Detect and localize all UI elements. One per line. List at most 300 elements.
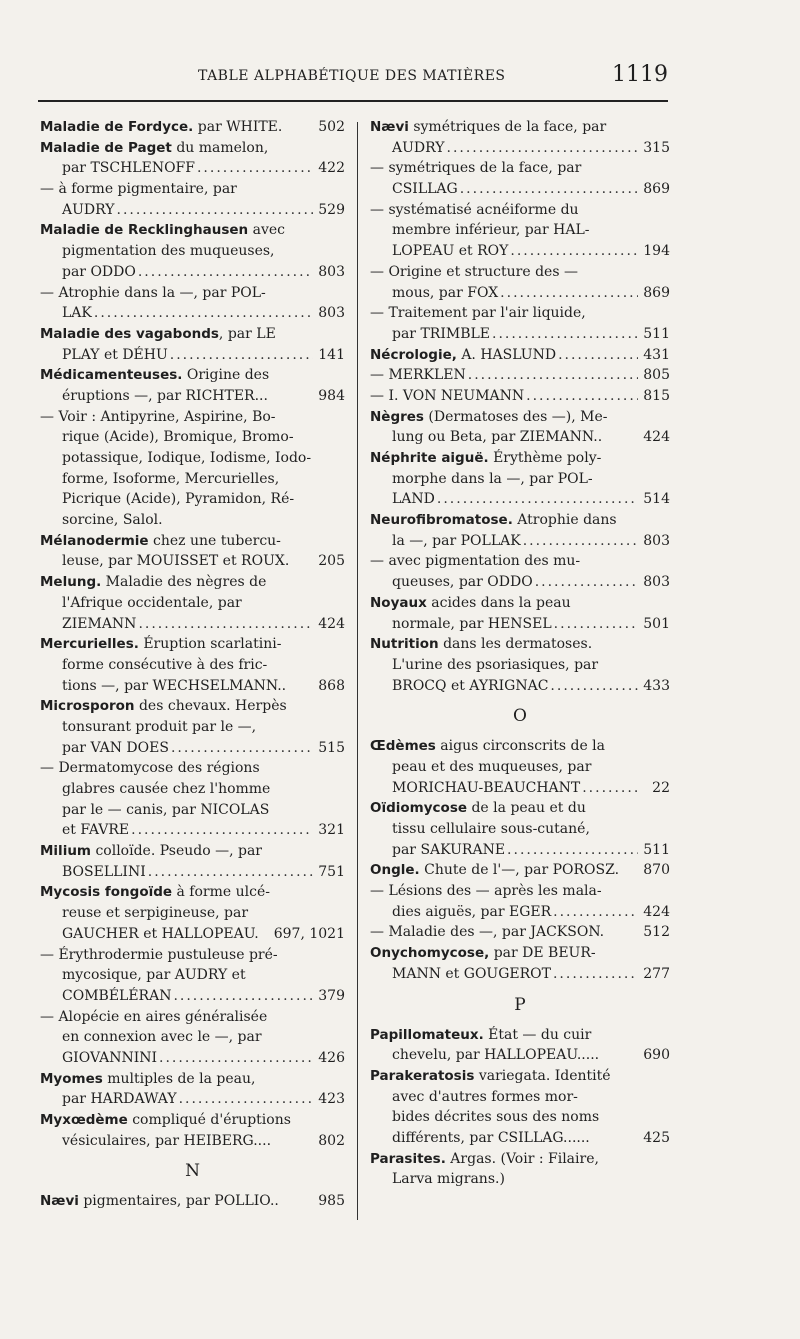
entry-line [370,1149,670,1170]
page-reference: 803 [643,532,670,549]
entry-text [392,1107,599,1128]
index-entry [370,593,670,634]
index-entry [40,1191,345,1212]
entry-line [370,840,670,861]
entry-line [40,965,345,986]
entry-line [40,593,345,614]
entry-body: compliqué d'éruptions [127,1112,291,1128]
entry-text [62,738,169,759]
entry-line [370,448,670,469]
entry-body: par SAKURANE [392,841,506,858]
index-entry [40,1007,345,1069]
entry-body: — Dermatomycose des régions [40,760,260,777]
page-reference: 803 [643,574,670,591]
leader-dots [550,676,638,697]
page-reference: 423 [318,1091,345,1108]
entry-body: du mamelon, [171,139,269,156]
entry-body: bides décrites sous des noms [392,1109,600,1126]
entry-text [40,945,278,966]
leader-dots [460,179,638,200]
entry-headword: Nécrologie, [370,346,457,363]
entry-headword: Microsporon [40,698,135,715]
entry-body: — Alopécie en aires généralisée [40,1008,268,1025]
entry-line [370,1169,670,1190]
entry-body: pigmentaires, par POLLIO.. [78,1193,279,1210]
entry-text [62,593,242,614]
entry-text [62,303,92,324]
entry-line [40,1027,345,1048]
page-reference: 424 [318,615,345,632]
entry-body: — Origine et structure des — [370,263,578,280]
entry-body: glabres causée chez l'homme [62,781,271,797]
leader-dots [500,283,638,304]
entry-line [370,655,670,676]
entry-body: Érythème poly- [488,450,602,466]
entry-text [370,407,607,428]
entry-text [62,200,115,221]
entry-line [370,943,670,964]
page-reference: 321 [318,822,345,839]
leader-dots [582,778,638,799]
leader-dots [131,820,313,841]
page-reference: 431 [643,346,670,363]
index-entry [370,1066,670,1149]
entry-text [370,510,617,531]
leader-dots [535,572,638,593]
entry-line [40,758,345,779]
entry-body: État — du cuir [483,1026,592,1043]
entry-body: forme consécutive à des fric- [62,656,268,673]
entry-text [392,757,591,778]
entry-text [62,800,269,821]
page-reference: 425 [643,1129,670,1146]
entry-line [370,551,670,572]
index-entry [40,1069,345,1110]
entry-body: — à forme pigmentaire, par [40,181,237,198]
entry-line [370,386,670,407]
entry-text [370,1066,611,1087]
entry-line [40,200,345,221]
index-entry [370,407,670,448]
entry-text [40,572,266,593]
leader-dots [170,345,313,366]
entry-line [370,262,670,283]
entry-body: morphe dans la —, par POL- [392,470,593,487]
entry-text [62,862,146,883]
entry-body: Chute de l'—, par POROSZ. [419,862,620,879]
entry-text [392,1045,599,1066]
entry-headword: Onychomycose, [370,945,490,962]
leader-dots [173,986,313,1007]
entry-text [392,676,548,697]
entry-text [392,427,602,448]
index-entry [40,841,345,882]
entry-line [40,138,345,159]
entry-line [40,489,345,510]
entry-body: dans les dermatoses. [438,636,593,653]
page-reference: 502 [318,119,345,135]
entry-text [40,365,269,386]
index-entry [40,220,345,282]
page-reference: 690 [643,1047,670,1064]
entry-line [370,614,670,635]
entry-line [370,324,670,345]
entry-body: reuse et serpigineuse, par [62,905,249,922]
entry-body: mous, par FOX [392,284,499,301]
index-entry [40,696,345,758]
entry-headword: Oïdiomycose [370,800,468,817]
entry-text [40,220,285,241]
entry-text [62,241,275,262]
entry-line [370,1087,670,1108]
entry-line [370,469,670,490]
entry-line [370,881,670,902]
entry-text [392,902,551,923]
index-entry [370,365,670,386]
entry-line [40,1110,345,1131]
entry-body: par le — canis, par NICOLAS [62,801,270,818]
page-reference: 194 [643,243,670,260]
entry-text [40,407,276,428]
entry-line [370,922,670,943]
entry-line [40,303,345,324]
index-entry [40,179,345,220]
entry-headword: Mycosis fongoïde [40,884,173,901]
entry-text [40,1191,279,1212]
page-reference: 870 [643,862,670,879]
entry-body: , par LE [218,325,276,342]
entry-text [392,819,590,840]
entry-body: et FAVRE [62,822,130,839]
entry-line [370,1107,670,1128]
entry-text [392,469,593,490]
entry-body: avec d'autres formes mor- [392,1088,578,1105]
entry-line [40,510,345,531]
entry-line [40,800,345,821]
entry-body: mycosique, par AUDRY et [62,967,246,984]
entry-text [392,572,533,593]
left-column [40,117,345,1212]
entry-line [40,220,345,241]
page-reference: 277 [643,965,670,982]
entry-line [370,676,670,697]
entry-body: multiples de la peau, [102,1070,256,1087]
entry-text [392,964,551,985]
entry-headword: Mélanodermie [40,532,149,549]
entry-line [40,1048,345,1069]
entry-line [40,1069,345,1090]
leader-dots [553,964,638,985]
entry-line [370,158,670,179]
entry-body: différents, par CSILLAG...... [392,1129,590,1146]
entry-body: éruptions —, par RICHTER... [62,387,268,404]
entry-body: rique (Acide), Bromique, Bromo- [62,429,294,446]
entry-line [40,386,345,407]
page-reference: 868 [318,677,345,694]
entry-line [370,489,670,510]
page-reference: 511 [643,841,670,858]
index-entry [370,262,670,303]
entry-body: tissu cellulaire sous-cutané, [392,821,590,837]
entry-line [370,427,670,448]
entry-text [62,427,294,448]
entry-line [40,407,345,428]
entry-body: l'Afrique occidentale, par [62,594,242,611]
entry-line [370,510,670,531]
page-reference: 802 [318,1132,345,1149]
entry-text [370,158,581,179]
right-column [370,117,670,1190]
entry-body: MANN et GOUGEROT [392,965,551,982]
entry-body: peau et des muqueuses, par [392,758,592,775]
entry-line [370,365,670,386]
entry-text [62,779,270,800]
index-entry [370,798,670,860]
leader-dots [148,862,313,883]
entry-line [40,531,345,552]
entry-text [62,1089,177,1110]
entry-line [40,448,345,469]
page-reference: 869 [643,284,670,301]
entry-text [370,634,592,655]
index-entry [370,551,670,592]
entry-headword: Milium [40,843,91,860]
page-reference: 424 [643,903,670,920]
entry-body: — Atrophie dans la —, par POL- [40,284,266,301]
page-reference: 22 [652,779,670,796]
column-divider [357,122,358,1220]
entry-body: Atrophie dans [512,512,617,529]
entry-text [62,262,136,283]
page-reference: 515 [318,739,345,756]
entry-body: Picrique (Acide), Pyramidon, Ré- [62,491,295,508]
entry-text [62,717,256,738]
entry-text [392,1169,505,1190]
entry-body: colloïde. Pseudo —, par [91,843,263,860]
entry-body: tonsurant produit par le —, [62,718,257,735]
index-entry [40,945,345,1007]
entry-line [40,738,345,759]
entry-body: par TRIMBLE [392,325,490,342]
entry-body: lung ou Beta, par ZIEMANN.. [392,429,603,446]
entry-headword: Parasites. [370,1150,446,1167]
entry-text [370,200,579,221]
entry-headword: Ongle. [370,862,420,879]
section-letter: P [514,994,526,1015]
header-rule [38,100,668,102]
entry-text [370,365,466,386]
entry-text [370,860,619,881]
entry-line [370,819,670,840]
entry-line [370,138,670,159]
entry-body: (Dermatoses des —), Me- [423,408,608,425]
leader-dots [171,738,313,759]
entry-text [40,841,262,862]
page-reference: 529 [318,201,345,218]
page-reference: 984 [318,387,345,404]
entry-line [370,1045,670,1066]
entry-line [40,924,345,945]
entry-headword: Melung. [40,574,102,591]
index-entry [370,158,670,199]
entry-text [62,448,311,469]
entry-headword: Médicamenteuses. [40,367,183,384]
entry-line [40,655,345,676]
entry-body: AUDRY [392,139,445,156]
leader-dots [507,840,638,861]
entry-line [40,779,345,800]
entry-text [392,1087,578,1108]
entry-body: en connexion avec le —, par [62,1029,262,1046]
entry-text [392,655,598,676]
entry-text [370,303,586,324]
entry-text [40,758,260,779]
index-entry [40,758,345,841]
entry-line [370,241,670,262]
entry-body: par VAN DOES [62,739,169,756]
entry-line [370,345,670,366]
entry-line [40,345,345,366]
entry-text [62,1048,157,1069]
entry-body: par HARDAWAY [62,1091,177,1108]
page-reference: 424 [643,429,670,446]
entry-headword: Mercurielles. [40,636,139,653]
entry-body: à forme ulcé- [172,884,270,901]
entry-line [40,262,345,283]
index-entry [40,407,345,531]
index-entry [40,324,345,365]
entry-text [40,138,268,159]
index-entry [370,943,670,984]
entry-text [370,1149,599,1170]
index-entry [370,510,670,551]
entry-line [40,696,345,717]
entry-line [370,1128,670,1149]
entry-line [40,614,345,635]
entry-line [40,634,345,655]
entry-text [370,345,556,366]
entry-text [40,1110,291,1131]
entry-headword: Noyaux [370,594,427,611]
page-reference: 422 [318,160,345,177]
page-reference: 205 [318,553,345,570]
entry-text [392,283,498,304]
entry-body: sorcine, Salol. [62,512,163,529]
entry-line [40,862,345,883]
entry-headword: Maladie de Fordyce. [40,119,194,135]
entry-body: de la peau et du [467,800,586,817]
entry-text [40,882,270,903]
page-reference: 803 [318,263,345,280]
entry-line [370,757,670,778]
entry-line [370,1066,670,1087]
entry-line [370,860,670,881]
page-reference: 985 [318,1193,345,1210]
entry-body: A. HASLUND [456,346,557,363]
entry-text [370,798,586,819]
entry-text [370,386,524,407]
entry-body: par TSCHLENOFF [62,160,195,177]
leader-dots [138,614,313,635]
entry-line [370,593,670,614]
entry-headword: Maladie de Paget [40,139,172,156]
page-reference: 141 [318,346,345,363]
entry-text [392,778,580,799]
index-entry [40,365,345,406]
entry-body: MORICHAU-BEAUCHANT [392,779,581,796]
entry-line [370,531,670,552]
entry-text [370,736,605,757]
entry-text [40,696,287,717]
entry-line [370,303,670,324]
section-letter: N [185,1161,200,1182]
entry-headword: Parakeratosis [370,1067,475,1084]
entry-body: potassique, Iodique, Iodisme, Iodo- [62,450,312,466]
entry-body: COMBÉLÉRAN [62,987,172,1004]
entry-body: Origine des [182,367,270,384]
entry-body: — Traitement par l'air liquide, [370,305,586,322]
page-reference: 433 [643,677,670,694]
entry-body: — MERKLEN [370,367,466,384]
entry-line [40,551,345,572]
leader-dots [468,365,638,386]
running-title: TABLE ALPHABÉTIQUE DES MATIÈRES [198,68,506,84]
entry-line [40,158,345,179]
entry-text [62,676,286,697]
entry-headword: Maladie des vagabonds [40,325,219,342]
entry-text [392,614,552,635]
entry-text [62,469,279,490]
entry-body: par ODDO [62,263,136,280]
entry-text [62,386,268,407]
entry-text [62,551,289,572]
entry-line [370,736,670,757]
entry-text [62,158,195,179]
leader-dots [197,158,313,179]
entry-body: vésiculaires, par HEIBERG.... [62,1132,272,1149]
entry-text [40,531,281,552]
entry-line [40,1191,345,1212]
index-entry [40,117,345,138]
entry-line [40,365,345,386]
entry-text [62,965,246,986]
entry-body: variegata. Identité [474,1067,611,1084]
entry-line [40,882,345,903]
entry-body: des chevaux. Herpès [134,698,287,715]
entry-text [62,489,294,510]
entry-body: — Lésions des — après les mala- [370,883,602,900]
entry-body: tions —, par WECHSELMANN.. [62,677,287,694]
entry-body: GIOVANNINI [62,1049,158,1066]
entry-text [392,179,458,200]
entry-body: — systématisé acnéiforme du [370,201,579,218]
entry-text [40,283,266,304]
leader-dots [510,241,638,262]
index-entry [370,860,670,881]
index-entry [370,448,670,510]
entry-text [40,179,237,200]
entry-body: Éruption scarlatini- [138,636,282,653]
page-reference: 315 [643,139,670,156]
entry-line [40,945,345,966]
entry-text [392,489,435,510]
entry-body: BROCQ et AYRIGNAC [392,677,549,694]
entry-text [40,117,282,138]
leader-dots [558,345,638,366]
entry-headword: Néphrite aiguë. [370,450,489,466]
entry-line [370,1025,670,1046]
entry-body: Larva migrans.) [392,1171,505,1188]
